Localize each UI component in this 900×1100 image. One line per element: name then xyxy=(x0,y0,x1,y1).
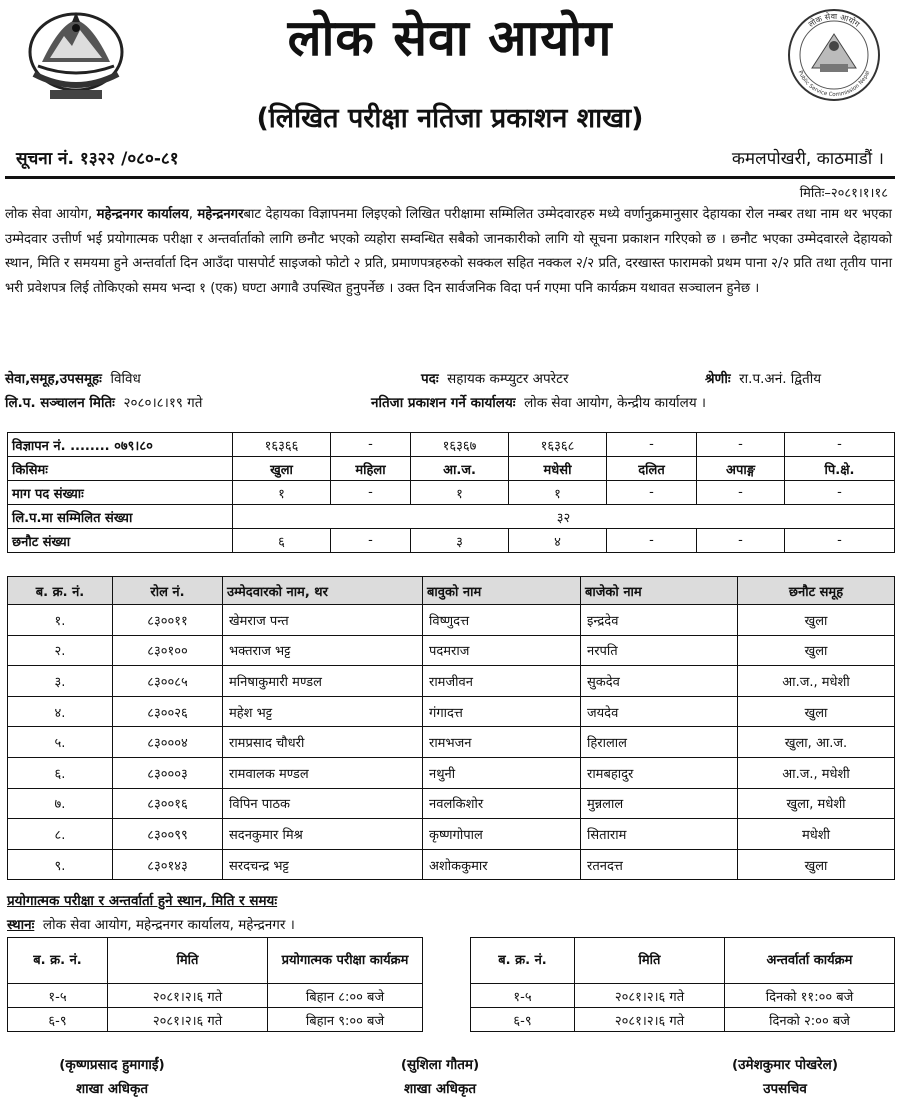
table-cell: खुला xyxy=(738,605,895,636)
sub-title: (लिखित परीक्षा नतिजा प्रकाशन शाखा) xyxy=(256,103,644,134)
table-cell: रामजीवन xyxy=(423,666,581,697)
post-field xyxy=(421,369,568,387)
table-cell: पि.क्षे. xyxy=(785,457,895,481)
table-cell: २०८१।२।६ गते xyxy=(108,984,268,1008)
publisher-field xyxy=(371,393,706,411)
table-cell: मधेसी xyxy=(509,457,607,481)
page-header xyxy=(0,0,900,140)
category-row xyxy=(8,457,895,481)
table-row xyxy=(8,819,895,850)
table-cell: ८३००११ xyxy=(113,605,223,636)
signatory-name: (उमेशकुमार पोखरेल) xyxy=(731,1057,839,1073)
table-cell: दलित xyxy=(607,457,697,481)
table-cell: - xyxy=(785,529,895,553)
notice-line xyxy=(16,146,884,170)
table-cell: नवलकिशोर xyxy=(423,788,581,819)
table-cell: २०८१।२।६ गते xyxy=(575,1008,725,1032)
table-cell: - xyxy=(697,481,785,505)
table-cell: ८३००१६ xyxy=(113,788,223,819)
exam-date-value: २०८०।८।१९ गते xyxy=(123,395,203,411)
table-cell: आ.ज., मधेशी xyxy=(738,666,895,697)
intro-office: महेन्द्रनगर कार्यालय xyxy=(96,207,189,222)
table-cell: १ xyxy=(411,481,509,505)
advert-label: विज्ञापन नं. ........ ०७९।८० xyxy=(8,433,233,457)
table-cell: ८३००८५ xyxy=(113,666,223,697)
table-row xyxy=(8,635,895,666)
table-cell: इन्द्रदेव xyxy=(581,605,738,636)
table-row xyxy=(8,727,895,758)
table-cell: सुकदेव xyxy=(581,666,738,697)
table-cell: १ xyxy=(509,481,607,505)
psc-seal-icon xyxy=(782,6,886,104)
table-cell: ६-९ xyxy=(471,1008,575,1032)
table-cell: - xyxy=(785,481,895,505)
table-cell: ४ xyxy=(509,529,607,553)
results-table xyxy=(7,576,895,880)
table-cell: - xyxy=(331,481,411,505)
demand-row xyxy=(8,481,895,505)
table-row xyxy=(8,605,895,636)
exam-date-label: लि.प. सञ्चालन मितिः xyxy=(5,395,115,411)
table-cell: - xyxy=(785,433,895,457)
table-cell: ८३०१४३ xyxy=(113,849,223,880)
signature-block-1 xyxy=(12,1053,212,1100)
table-cell: ८३०००३ xyxy=(113,757,223,788)
table-cell: ८३०१०० xyxy=(113,635,223,666)
appeared-label: लि.प.मा सम्मिलित संख्या xyxy=(8,505,233,529)
column-header: मिति xyxy=(575,938,725,984)
table-cell: पदमराज xyxy=(423,635,581,666)
table-row xyxy=(8,984,423,1008)
table-cell: ४. xyxy=(8,696,113,727)
table-cell: रतनदत्त xyxy=(581,849,738,880)
category-label: किसिमः xyxy=(8,457,233,481)
table-row xyxy=(471,984,895,1008)
column-header: बावुको नाम xyxy=(423,577,581,605)
table-cell: २. xyxy=(8,635,113,666)
table-cell: १६३६८ xyxy=(509,433,607,457)
service-value: विविध xyxy=(110,371,141,387)
intro-paragraph xyxy=(5,203,892,301)
table-cell: सदनकुमार मिश्र xyxy=(223,819,423,850)
table-cell: ६-९ xyxy=(8,1008,108,1032)
table-cell: २०८१।२।६ गते xyxy=(108,1008,268,1032)
column-header: रोल नं. xyxy=(113,577,223,605)
signatory-title: शाखा अधिकृत xyxy=(75,1081,149,1097)
table-cell: खुला xyxy=(233,457,331,481)
table-cell: नथुनी xyxy=(423,757,581,788)
table-cell: गंगादत्त xyxy=(423,696,581,727)
table-cell: खुला xyxy=(738,696,895,727)
table-cell: १-५ xyxy=(8,984,108,1008)
level-field xyxy=(705,369,821,387)
signatory-name: (सुशिला गौतम) xyxy=(400,1057,480,1073)
table-cell: बिहान ८:०० बजे xyxy=(268,984,423,1008)
vacancy-table xyxy=(7,432,895,553)
table-cell: विष्णुदत्त xyxy=(423,605,581,636)
table-cell: १६३६६ xyxy=(233,433,331,457)
intro-text: लोक सेवा आयोग, xyxy=(5,207,97,222)
table-cell: आ.ज., मधेशी xyxy=(738,757,895,788)
table-cell: ३. xyxy=(8,666,113,697)
table-cell: खुला xyxy=(738,635,895,666)
table-row xyxy=(8,788,895,819)
table-cell: ८३००९९ xyxy=(113,819,223,850)
table-row xyxy=(471,1008,895,1032)
table-cell: १-५ xyxy=(471,984,575,1008)
signature-block-2 xyxy=(340,1053,540,1100)
publisher-label: नतिजा प्रकाशन गर्ने कार्यालयः xyxy=(371,395,516,411)
column-header: बाजेको नाम xyxy=(581,577,738,605)
table-cell: - xyxy=(331,529,411,553)
table-cell: आ.ज. xyxy=(411,457,509,481)
table-cell: १ xyxy=(233,481,331,505)
appeared-value: ३२ xyxy=(233,505,895,529)
column-header: ब. क्र. नं. xyxy=(8,577,113,605)
column-header: मिति xyxy=(108,938,268,984)
column-header: प्रयोगात्मक परीक्षा कार्यक्रम xyxy=(268,938,423,984)
intro-text: , xyxy=(188,207,198,222)
intro-city: महेन्द्रनगर xyxy=(197,207,244,222)
column-header: अन्तर्वार्ता कार्यक्रम xyxy=(725,938,895,984)
signatory-name: (कृष्णप्रसाद हुमागाईं) xyxy=(59,1057,165,1073)
service-label: सेवा,समूह,उपसमूहः xyxy=(5,371,102,387)
table-cell: ७. xyxy=(8,788,113,819)
schedule-header-row xyxy=(471,938,895,984)
table-row xyxy=(8,696,895,727)
meta-row-1 xyxy=(5,369,892,389)
table-cell: खुला xyxy=(738,849,895,880)
table-cell: नरपति xyxy=(581,635,738,666)
selected-row xyxy=(8,529,895,553)
table-cell: रामवालक मण्डल xyxy=(223,757,423,788)
column-header: ब. क्र. नं. xyxy=(8,938,108,984)
column-header: ब. क्र. नं. xyxy=(471,938,575,984)
table-cell: रामबहादुर xyxy=(581,757,738,788)
schedule-header-row xyxy=(8,938,423,984)
table-cell: महिला xyxy=(331,457,411,481)
table-cell: १. xyxy=(8,605,113,636)
table-row xyxy=(8,849,895,880)
table-cell: दिनको ११:०० बजे xyxy=(725,984,895,1008)
table-cell: खेमराज पन्त xyxy=(223,605,423,636)
venue-label: स्थानः xyxy=(7,917,35,933)
venue-value: लोक सेवा आयोग, महेन्द्रनगर कार्यालय, महेन्द्रनगर । xyxy=(42,917,295,933)
notice-number: सूचना नं. १३२२ /०८०-८१ xyxy=(16,149,179,169)
table-cell: हिरालाल xyxy=(581,727,738,758)
signature-block-3 xyxy=(680,1053,890,1100)
office-location: कमलपोखरी, काठमाडौं । xyxy=(731,149,884,169)
column-header: उम्मेदवारको नाम, थर xyxy=(223,577,423,605)
table-cell: ६. xyxy=(8,757,113,788)
results-header-row xyxy=(8,577,895,605)
table-cell: - xyxy=(607,433,697,457)
table-cell: विपिन पाठक xyxy=(223,788,423,819)
table-cell: - xyxy=(607,481,697,505)
selected-label: छनौट संख्या xyxy=(8,529,233,553)
table-cell: बिहान ९:०० बजे xyxy=(268,1008,423,1032)
table-cell: जयदेव xyxy=(581,696,738,727)
table-cell: अशोककुमार xyxy=(423,849,581,880)
results-body xyxy=(8,605,895,880)
service-field xyxy=(5,369,141,387)
table-cell: २०८१।२।६ गते xyxy=(575,984,725,1008)
table-cell: सरदचन्द्र भट्ट xyxy=(223,849,423,880)
table-cell: - xyxy=(607,529,697,553)
table-cell: मनिषाकुमारी मण्डल xyxy=(223,666,423,697)
table-cell: ९. xyxy=(8,849,113,880)
interview-schedule-table xyxy=(470,937,895,1032)
signatory-title: उपसचिव xyxy=(763,1081,807,1097)
demand-label: माग पद संख्याः xyxy=(8,481,233,505)
level-label: श्रेणीः xyxy=(705,371,731,387)
signatory-title: शाखा अधिकृत xyxy=(403,1081,477,1097)
table-cell: ६ xyxy=(233,529,331,553)
publisher-value: लोक सेवा आयोग, केन्द्रीय कार्यालय । xyxy=(524,395,707,411)
table-cell: महेश भट्ट xyxy=(223,696,423,727)
table-cell: रामप्रसाद चौधरी xyxy=(223,727,423,758)
post-label: पदः xyxy=(421,371,439,387)
table-cell: मुन्नलाल xyxy=(581,788,738,819)
table-cell: सिताराम xyxy=(581,819,738,850)
table-cell: ८. xyxy=(8,819,113,850)
table-cell: ८३०००४ xyxy=(113,727,223,758)
exam-date-field xyxy=(5,393,202,411)
intro-text: बाट देहायका विज्ञापनमा लिइएको लिखित परीक्षामा सम्मिलित उम्मेदवारहरु मध्ये वर्णानुक्रमानुसार देहायका रोल नम्बर तथा नाम थर भएका उम्मेदवार उत्तीर्ण भई प्रयोगात्मक परीक्षा र अन्तर्वार्ताको लागि छनौट भएको व्यहोरा सम्वन्धित सबैको जानकारीको लागि यो सूचना प्रकाशन गरिएको छ । छनौट भएका उम्मेदवारले देहायको स्थान, मिति र समयमा हुने अन्तर्वार्ता दिन आउँदा पासपोर्ट साइजको फोटो २ प्रति, प्रमाणपत्रहरुको सक्कल सहित नक्कल २/२ प्रति, दरखास्त फारामको प्रथम पाना २/२ प्रति तथा तृतीय पाना भरी प्रवेशपत्र लिई तोकिएको समय भन्दा १ (एक) घण्टा अगावै उपस्थित हुनुपर्नेछ । उक्त दिन सार्वजनिक विदा पर्न गएमा पनि कार्यक्रम यथावत सञ्चालन हुनेछ । xyxy=(5,207,892,296)
table-cell: - xyxy=(331,433,411,457)
level-value: रा.प.अनं. द्वितीय xyxy=(739,371,822,387)
table-cell: अपाङ्ग xyxy=(697,457,785,481)
table-cell: भक्तराज भट्ट xyxy=(223,635,423,666)
org-title: लोक सेवा आयोग xyxy=(287,9,613,67)
notice-date: मितिः–२०८१।१।१८ xyxy=(799,186,888,201)
advert-row xyxy=(8,433,895,457)
column-header: छनौट समूह xyxy=(738,577,895,605)
table-cell: - xyxy=(697,529,785,553)
table-row xyxy=(8,1008,423,1032)
table-cell: दिनको २:०० बजे xyxy=(725,1008,895,1032)
venue-line xyxy=(7,915,295,933)
table-cell: कृष्णगोपाल xyxy=(423,819,581,850)
post-value: सहायक कम्प्युटर अपरेटर xyxy=(447,371,569,387)
schedule-title: प्रयोगात्मक परीक्षा र अन्तर्वार्ता हुने स्थान, मिति र समयः xyxy=(7,893,278,909)
meta-row-2 xyxy=(5,393,892,413)
table-cell: खुला, आ.ज. xyxy=(738,727,895,758)
svg-text:लोक सेवा आयोग: लोक सेवा आयोग xyxy=(806,11,862,29)
header-divider xyxy=(5,176,895,179)
appeared-row xyxy=(8,505,895,529)
svg-text:Public Service Commission Nepa: Public Service Commission Nepal xyxy=(796,69,872,99)
table-cell: रामभजन xyxy=(423,727,581,758)
table-cell: - xyxy=(697,433,785,457)
table-cell: मधेशी xyxy=(738,819,895,850)
table-cell: ८३००२६ xyxy=(113,696,223,727)
table-cell: ५. xyxy=(8,727,113,758)
table-row xyxy=(8,757,895,788)
table-cell: खुला, मधेशी xyxy=(738,788,895,819)
table-cell: १६३६७ xyxy=(411,433,509,457)
practical-schedule-table xyxy=(7,937,423,1032)
table-cell: ३ xyxy=(411,529,509,553)
table-row xyxy=(8,666,895,697)
